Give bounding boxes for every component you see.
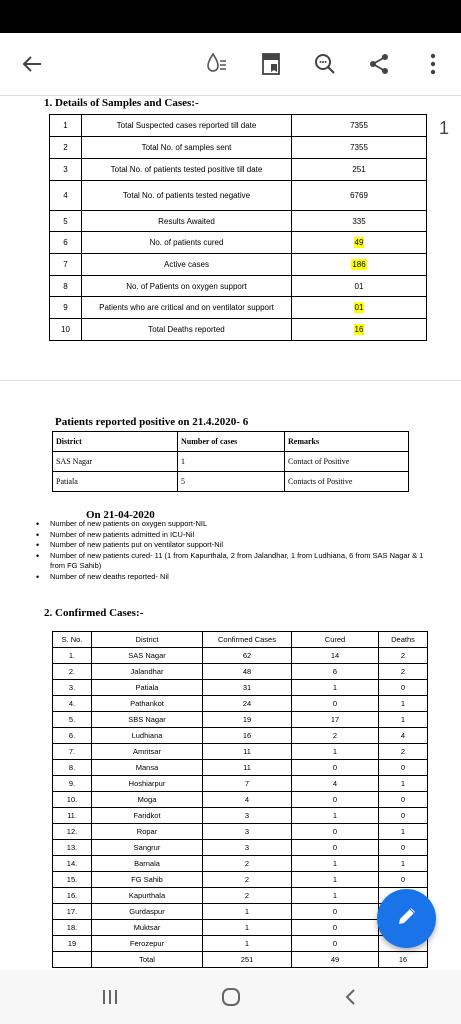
table-row [53, 744, 428, 760]
table-cell: FG Sahib [92, 872, 203, 888]
table-cell: 1 [379, 696, 428, 712]
table-row [53, 936, 428, 952]
table-row [50, 276, 427, 297]
row-value: 7355 [292, 137, 427, 159]
column-header: Number of cases [178, 432, 285, 452]
table-row [50, 211, 427, 232]
row-value: 6769 [292, 181, 427, 211]
table-cell: 2 [203, 888, 292, 904]
table-row [53, 648, 428, 664]
table-cell: 1 [203, 920, 292, 936]
table-row [53, 776, 428, 792]
table-row [53, 696, 428, 712]
table-cell: Hoshiarpur [92, 776, 203, 792]
table-cell: Ferozepur [92, 936, 203, 952]
table-cell: SBS Nagar [92, 712, 203, 728]
table-cell: SAS Nagar [53, 452, 178, 472]
table-cell: 5. [53, 712, 92, 728]
table-cell: 16 [379, 952, 428, 968]
table-cell: 8. [53, 760, 92, 776]
samples-cases-table [49, 114, 427, 341]
table-cell: Patiala [53, 472, 178, 492]
positive-section-title: Patients reported positive on 21.4.2020- 6 [55, 416, 249, 428]
row-label: Active cases [82, 254, 292, 276]
table-row [53, 840, 428, 856]
table-cell: 1 [203, 904, 292, 920]
table-cell [53, 952, 92, 968]
table-cell: 17. [53, 904, 92, 920]
row-label: No. of Patients on oxygen support [82, 276, 292, 297]
table-row [53, 872, 428, 888]
ink-drop-icon[interactable] [200, 47, 234, 81]
list-item: • Number of new patients admitted in ICU-Nil [36, 530, 436, 541]
table-row [50, 232, 427, 254]
table-row [53, 824, 428, 840]
page-break [0, 380, 461, 381]
table-cell: 24 [203, 696, 292, 712]
table-cell: 7 [203, 776, 292, 792]
table-cell: Ropar [92, 824, 203, 840]
table-header-row [53, 432, 409, 452]
table-cell: 2 [203, 856, 292, 872]
table-cell: 5 [178, 472, 285, 492]
table-cell: Barnala [92, 856, 203, 872]
row-label: Results Awaited [82, 211, 292, 232]
table-row [53, 888, 428, 904]
table-row [53, 728, 428, 744]
row-value [292, 319, 427, 341]
row-label: Total No. of patients tested positive till date [82, 159, 292, 181]
table-cell: 0 [292, 760, 379, 776]
highlighted-value: 01 [354, 303, 364, 312]
table-cell: 14. [53, 856, 92, 872]
bookmark-icon[interactable] [254, 47, 288, 81]
row-value: 01 [292, 276, 427, 297]
table-cell: 1 [292, 808, 379, 824]
table-row [53, 452, 409, 472]
share-icon[interactable] [362, 47, 396, 81]
row-number: 4 [50, 181, 82, 211]
row-number: 8 [50, 276, 82, 297]
table-cell: 0 [292, 904, 379, 920]
table-cell: 3. [53, 680, 92, 696]
table-cell: 1 [292, 680, 379, 696]
table-cell: 0 [379, 808, 428, 824]
table-cell: 19 [53, 936, 92, 952]
table-row [53, 760, 428, 776]
table-cell: 1. [53, 648, 92, 664]
list-item: • Number of new patients put on ventilator support-Nil [36, 540, 436, 551]
date-section-title: On 21-04-2020 [86, 509, 155, 521]
table-cell: 49 [292, 952, 379, 968]
table-cell: 0 [379, 680, 428, 696]
table-cell: 6 [292, 664, 379, 680]
row-value: 335 [292, 211, 427, 232]
row-label: Total Suspected cases reported till date [82, 115, 292, 137]
home-icon[interactable] [211, 982, 251, 1012]
more-vert-icon[interactable] [416, 47, 450, 81]
table-cell: Faridkot [92, 808, 203, 824]
table-row [53, 904, 428, 920]
table-cell: 0 [292, 696, 379, 712]
table-cell: 0 [379, 760, 428, 776]
table-cell: 13. [53, 840, 92, 856]
table-cell: 1 [178, 452, 285, 472]
table-row [53, 808, 428, 824]
row-number: 3 [50, 159, 82, 181]
list-item: • Number of new patients cured- 11 (1 from Kapurthala, 2 from Jalandhar, 1 from Ludhiana, 6 from SAS Nagar & 1 from FG Sahib) [36, 551, 436, 572]
table-row [50, 254, 427, 276]
table-cell: Kapurthala [92, 888, 203, 904]
table-cell: 14 [292, 648, 379, 664]
system-nav-bar [0, 970, 461, 1024]
table-cell: 1 [292, 888, 379, 904]
table-cell: 1 [292, 744, 379, 760]
row-number: 7 [50, 254, 82, 276]
table-cell: 10. [53, 792, 92, 808]
table-row [53, 664, 428, 680]
table-cell: 1 [292, 856, 379, 872]
table-cell: Pathankot [92, 696, 203, 712]
row-value [292, 297, 427, 319]
column-header: District [92, 632, 203, 648]
table-row [50, 137, 427, 159]
row-label: Total No. of samples sent [82, 137, 292, 159]
row-label: Total Deaths reported [82, 319, 292, 341]
table-cell: 0 [292, 936, 379, 952]
table-cell: 2 [292, 728, 379, 744]
table-row [50, 297, 427, 319]
table-cell: 4. [53, 696, 92, 712]
table-cell: 48 [203, 664, 292, 680]
list-item: • Number of new deaths reported- Nil [36, 572, 436, 583]
table-cell: 4 [203, 792, 292, 808]
table-cell: 2 [379, 648, 428, 664]
table-cell: 0 [379, 792, 428, 808]
table-cell: 1 [379, 776, 428, 792]
row-number: 10 [50, 319, 82, 341]
table-row [53, 952, 428, 968]
table-cell: Sangrur [92, 840, 203, 856]
column-header: Deaths [379, 632, 428, 648]
table-cell: 31 [203, 680, 292, 696]
table-header-row [53, 632, 428, 648]
table-cell: 11 [203, 760, 292, 776]
row-number: 1 [50, 115, 82, 137]
table-cell: 6. [53, 728, 92, 744]
row-number: 6 [50, 232, 82, 254]
table-row [50, 115, 427, 137]
table-cell: 11. [53, 808, 92, 824]
status-bar [0, 0, 461, 33]
table-cell: Moga [92, 792, 203, 808]
row-value [292, 232, 427, 254]
recents-icon[interactable] [90, 982, 130, 1012]
table-row [50, 319, 427, 341]
table-cell: Total [92, 952, 203, 968]
table-cell: Contacts of Positive [285, 472, 409, 492]
table-cell: Muktsar [92, 920, 203, 936]
table-cell: 12. [53, 824, 92, 840]
row-label: No. of patients cured [82, 232, 292, 254]
table-cell: 11 [203, 744, 292, 760]
column-header: Confirmed Cases [203, 632, 292, 648]
confirmed-cases-table [52, 631, 428, 968]
column-header: S. No. [53, 632, 92, 648]
table-cell: 1 [292, 872, 379, 888]
table-cell: Jalandhar [92, 664, 203, 680]
table-cell: Contact of Positive [285, 452, 409, 472]
table-cell: Mansa [92, 760, 203, 776]
table-cell: 2 [379, 664, 428, 680]
table-cell: 3 [203, 840, 292, 856]
table-cell: 18. [53, 920, 92, 936]
table-cell: 2. [53, 664, 92, 680]
toolbar [0, 33, 461, 95]
table-cell: 2 [379, 744, 428, 760]
row-value: 251 [292, 159, 427, 181]
table-cell: 62 [203, 648, 292, 664]
page-indicator: 1 [438, 118, 449, 138]
table-cell: 0 [292, 824, 379, 840]
table-cell: 0 [292, 792, 379, 808]
table-cell: 1 [203, 936, 292, 952]
section1-title: 1. Details of Samples and Cases:- [44, 97, 199, 109]
table-cell: 15. [53, 872, 92, 888]
table-cell: 251 [203, 952, 292, 968]
section2-title: 2. Confirmed Cases:- [44, 607, 144, 619]
table-cell: 16 [203, 728, 292, 744]
table-cell: 1 [379, 824, 428, 840]
back-arrow-icon[interactable] [15, 47, 49, 81]
table-cell: 2 [203, 872, 292, 888]
table-cell: 9. [53, 776, 92, 792]
row-value: 7355 [292, 115, 427, 137]
table-cell: 7. [53, 744, 92, 760]
table-row [53, 680, 428, 696]
table-cell: Gurdaspur [92, 904, 203, 920]
table-cell: 19 [203, 712, 292, 728]
table-cell: SAS Nagar [92, 648, 203, 664]
table-cell: 3 [203, 824, 292, 840]
table-row [50, 159, 427, 181]
table-row [53, 856, 428, 872]
table-cell: 0 [379, 840, 428, 856]
table-row [53, 712, 428, 728]
positive-cases-table [52, 431, 409, 492]
page-top-edge [0, 95, 461, 96]
edit-pencil-icon [395, 904, 419, 933]
row-number: 9 [50, 297, 82, 319]
highlighted-value: 16 [354, 325, 364, 334]
table-row [53, 920, 428, 936]
table-cell: 1 [379, 856, 428, 872]
table-row [53, 792, 428, 808]
table-cell: Patiala [92, 680, 203, 696]
row-label: Total No. of patients tested negative [82, 181, 292, 211]
column-header: District [53, 432, 178, 452]
row-number: 2 [50, 137, 82, 159]
back-icon[interactable] [331, 982, 371, 1012]
list-item: • Number of new patients on oxygen support-NIL [36, 519, 436, 530]
search-icon[interactable] [308, 47, 342, 81]
table-cell: Ludhiana [92, 728, 203, 744]
table-cell: 0 [292, 920, 379, 936]
table-cell: 3 [203, 808, 292, 824]
table-cell: 16. [53, 888, 92, 904]
edit-fab-button[interactable] [377, 889, 436, 948]
table-row [50, 181, 427, 211]
table-cell: 4 [292, 776, 379, 792]
table-row [53, 472, 409, 492]
row-value [292, 254, 427, 276]
table-cell: 1 [379, 712, 428, 728]
table-cell: 17 [292, 712, 379, 728]
column-header: Cured [292, 632, 379, 648]
column-header: Remarks [285, 432, 409, 452]
table-cell: 0 [379, 872, 428, 888]
table-cell: Amritsar [92, 744, 203, 760]
highlighted-value: 186 [352, 260, 366, 269]
daily-updates-list [36, 519, 436, 582]
highlighted-value: 49 [354, 238, 364, 247]
row-label: Patients who are critical and on ventilator support [82, 297, 292, 319]
table-cell: 0 [292, 840, 379, 856]
row-number: 5 [50, 211, 82, 232]
table-cell: 4 [379, 728, 428, 744]
